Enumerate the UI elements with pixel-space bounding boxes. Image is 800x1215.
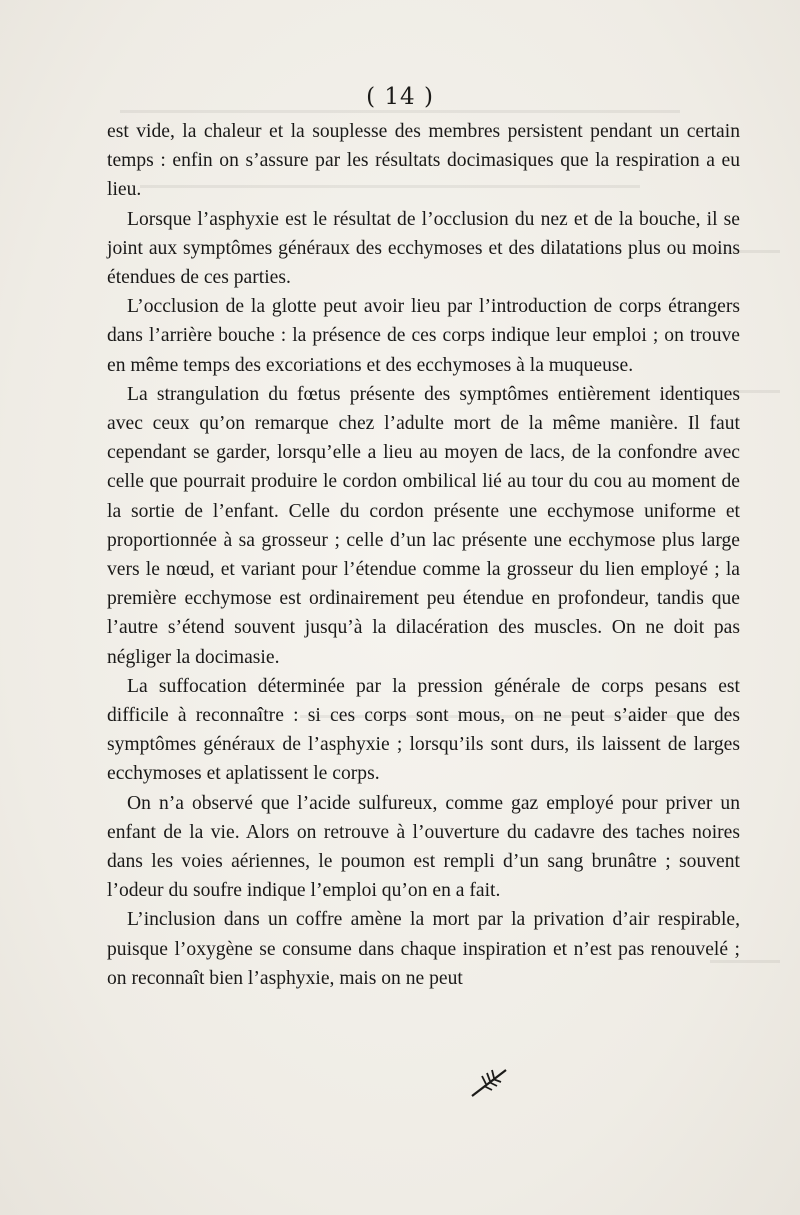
paragraph-4: La strangulation du fœtus présente des symptômes entièrement identiques avec ceux qu’on remarque chez l’adulte mort de la même manière. Il faut cependant se garder, lorsqu’elle a lieu au moyen de lacs, de la confondre avec celle que pourrait produire le cordon ombilical lié au tour du cou au moment de la sortie de l’enfant. Celle du cordon présente une ecchymose uniforme et proportionnée à sa grosseur ; celle d’un lac présente une ecchymose plus large vers le nœud, et variant pour l’étendue comme la grosseur du lien employé ; la première ecchymose est ordinairement peu étendue en profondeur, tandis que l’autre s’étend souvent jusqu’à la dilacération des muscles. On ne doit pas négliger la docimasie. (107, 383, 740, 668)
paragraph-3: L’occlusion de la glotte peut avoir lieu par l’introduction de corps étrangers dans l’arrière bouche : la présence de ces corps indique leur emploi ; on trouve en même temps des excoriations et des ecchymoses à la muqueuse. (107, 296, 740, 376)
body-text (107, 117, 740, 993)
paragraph-5: La suffocation déterminée par la pression générale de corps pesans est difficile à reconnaître : si ces corps sont mous, on ne peut s’aider que des symptômes généraux de l’asphyxie ; lorsqu’ils sont durs, ils laissent de larges ecchymoses et aplatissent le corps. (107, 675, 740, 785)
paragraph-1: est vide, la chaleur et la souplesse des membres persistent pendant un certain temps : enfin on s’assure par les résultats docimasiques que la respiration a eu lieu. (107, 121, 740, 201)
paragraph-2: Lorsque l’asphyxie est le résultat de l’occlusion du nez et de la bouche, il se joint aux symptômes généraux des ecchymoses et des dilatations plus ou moins étendues de ces parties. (107, 208, 740, 289)
quill-mark-icon (466, 1062, 512, 1100)
page-number: ( 14 ) (366, 84, 434, 110)
paragraph-6: On n’a observé que l’acide sulfureux, comme gaz employé pour priver un enfant de la vie. Alors on retrouve à l’ouverture du cadavre des taches noires dans les voies aériennes, le poumon est rempli d’un sang brunâtre ; souvent l’odeur du soufre indique l’emploi qu’on en a fait. (107, 792, 740, 902)
paragraph-7: L’inclusion dans un coffre amène la mort par la privation d’air respirable, puisque l’oxygène se consume dans chaque inspiration et n’est pas renouvelé ; on reconnaît bien l’asphyxie, mais on ne peut (107, 909, 740, 989)
